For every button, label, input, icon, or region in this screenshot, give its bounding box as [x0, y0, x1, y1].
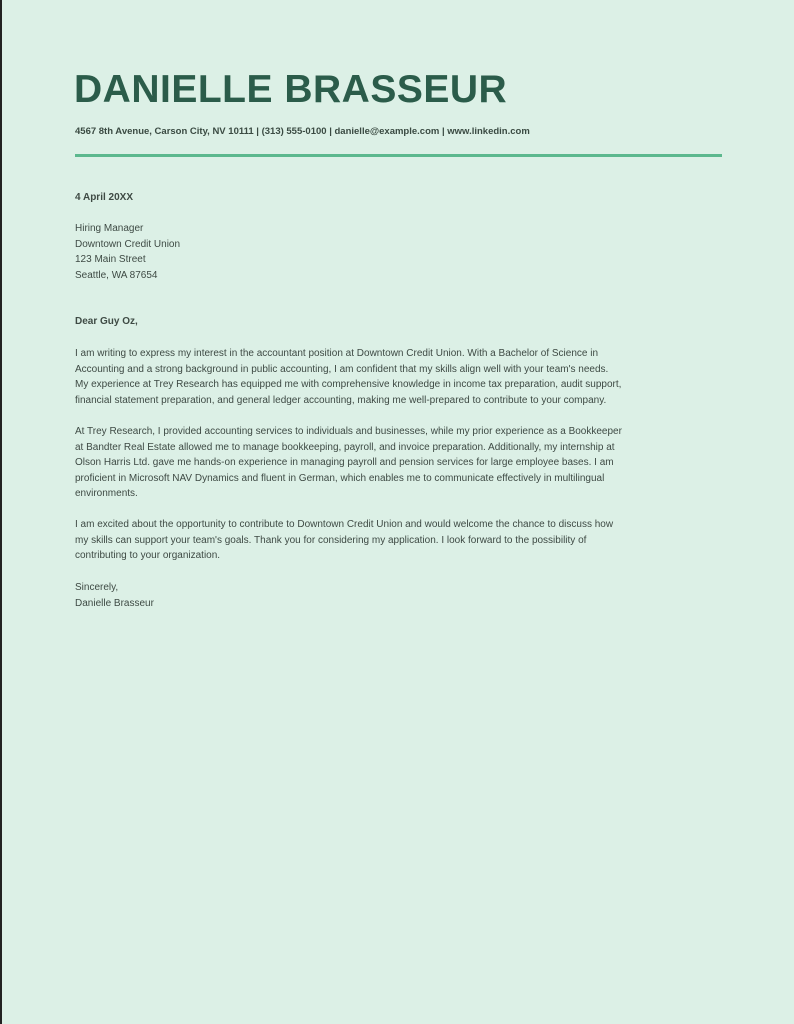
header-divider — [75, 154, 722, 157]
text-line: I am excited about the opportunity to contribute to Downtown Credit Union and would welcome the chance to discuss how — [75, 519, 614, 530]
paragraph-3 — [75, 517, 613, 564]
text-line: Olson Harris Ltd. gave me hands-on experience in managing payroll and pension services for large employee bases. I am — [75, 457, 614, 468]
text-line: My experience at Trey Research has equipped me with comprehensive knowledge in income tax preparation, audit support, — [75, 379, 622, 390]
salutation: Dear Guy Oz, — [75, 316, 138, 327]
text-line: proficient in Microsoft NAV Dynamics and fluent in German, which enables me to communicate effectively in multilingual — [75, 472, 605, 484]
contact-line: 4567 8th Avenue, Carson City, NV 10111 | (313) 555-0100 | danielle@example.com | www.linkedin.com — [75, 126, 530, 137]
recipient-line: Hiring Manager — [75, 223, 144, 234]
signature-name: Danielle Brasseur — [75, 597, 154, 609]
text-line: financial statement preparation, and general ledger accounting, making me well-prepared to contribute to your company. — [75, 394, 607, 406]
text-line: at Bandter Real Estate allowed me to manage bookkeeping, payroll, and invoice preparation. Additionally, my internship at — [75, 441, 615, 453]
paragraph-2 — [75, 424, 622, 502]
closing-block — [75, 580, 154, 611]
text-line: environments. — [75, 488, 138, 499]
closing: Sincerely, — [75, 582, 119, 593]
applicant-name: DANIELLE BRASSEUR — [74, 68, 508, 111]
text-line: Accounting and a strong background in public accounting, I am confident that my skills align well with your team's needs. — [75, 363, 609, 375]
recipient-line: Downtown Credit Union — [75, 238, 181, 250]
text-line: my skills can support your team's goals. Thank you for considering my application. I look forward to the possibility of — [75, 534, 587, 546]
text-line: I am writing to express my interest in the accountant position at Downtown Credit Union. With a Bachelor of Science in — [75, 348, 599, 359]
paragraph-1 — [75, 346, 621, 408]
text-line: contributing to your organization. — [75, 550, 221, 561]
recipient-line: Seattle, WA 87654 — [75, 269, 158, 281]
text-line: At Trey Research, I provided accounting services to individuals and businesses, while my prior experience as a Bookkeeper — [75, 426, 622, 437]
letter-date: 4 April 20XX — [75, 192, 133, 203]
window-border — [0, 0, 2, 1024]
recipient-address — [75, 221, 180, 283]
recipient-line: 123 Main Street — [75, 254, 146, 265]
